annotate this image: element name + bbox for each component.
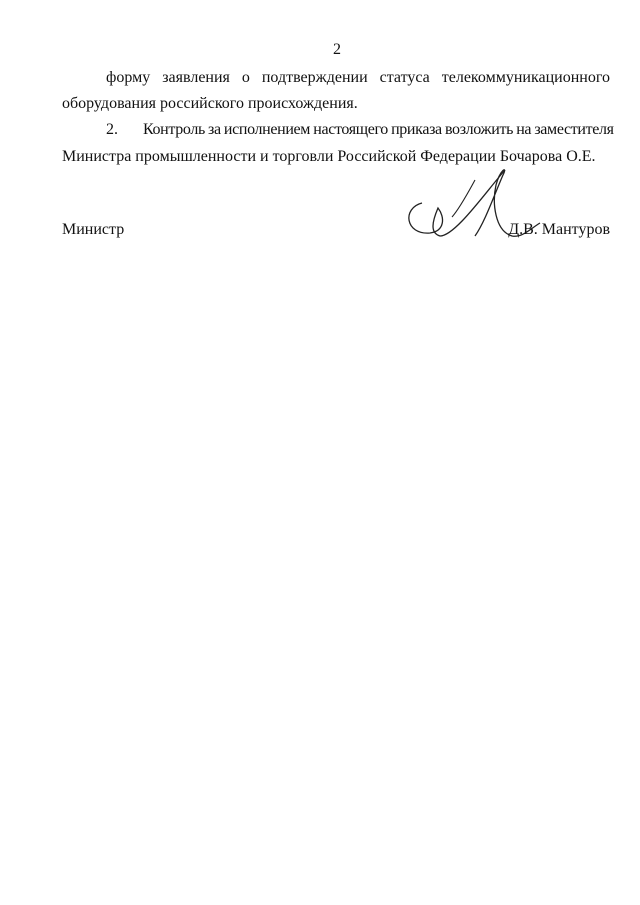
paragraph-line: оборудования российского происхождения. xyxy=(62,95,358,112)
paragraph-line: Министра промышленности и торговли Российской Федерации Бочарова О.Е. xyxy=(62,148,596,165)
page-number: 2 xyxy=(333,41,341,58)
paragraph-line: форму заявления о подтверждении статуса телекоммуникационного xyxy=(106,69,610,86)
signatory-name: Д.В. Мантуров xyxy=(508,221,610,238)
item-number: 2. xyxy=(106,121,118,138)
paragraph-item-2 xyxy=(106,120,626,140)
signatory-title: Министр xyxy=(62,221,125,238)
paragraph-line: Контроль за исполнением настоящего приказа возложить на заместителя xyxy=(143,121,614,138)
